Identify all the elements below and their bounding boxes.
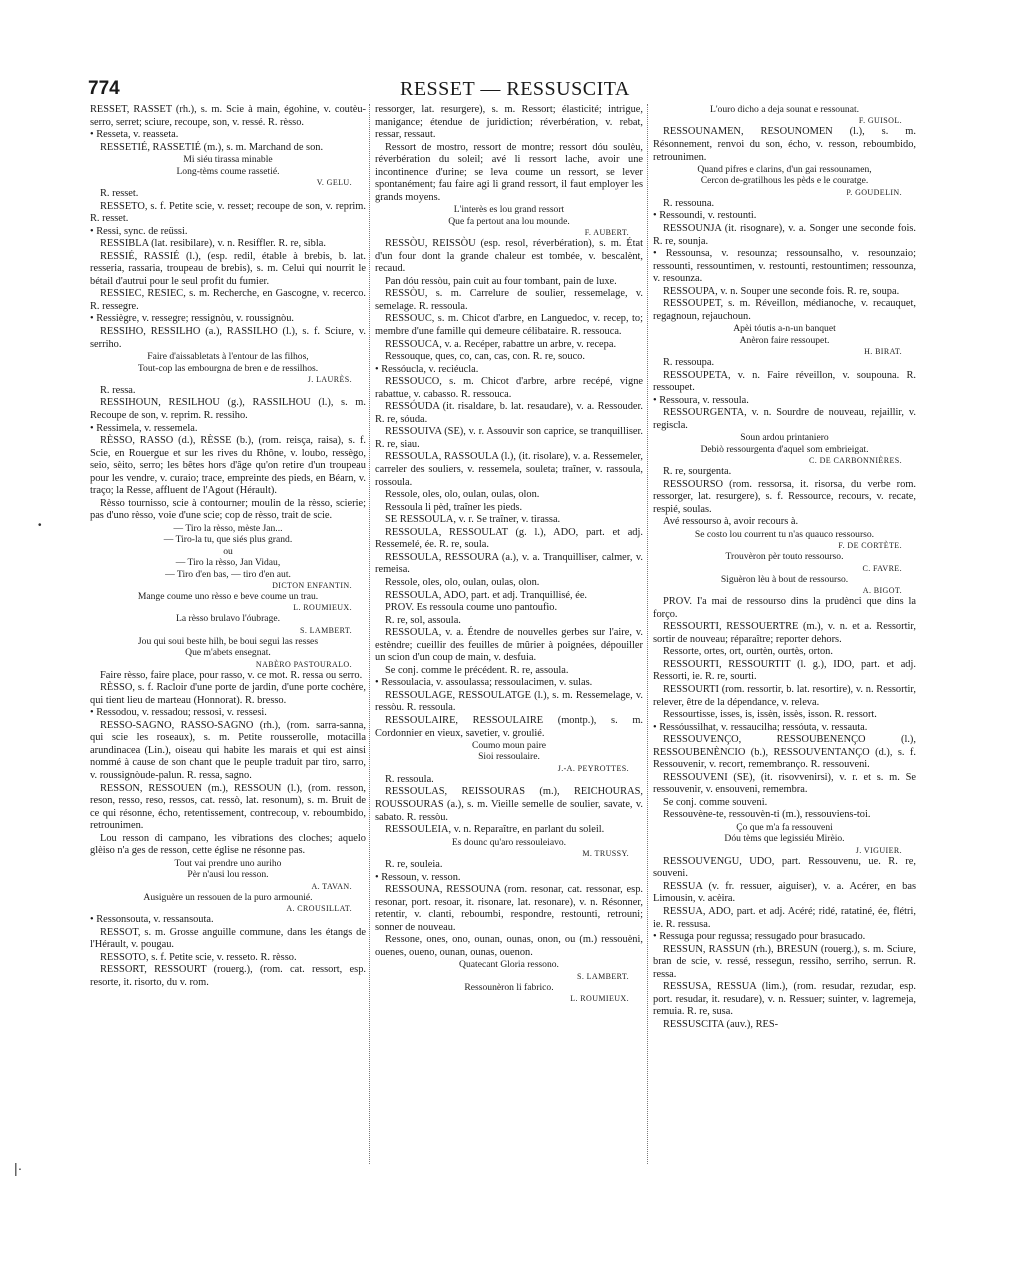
dictionary-entry: RÈSSO, s. f. Racloir d'une porte de jardin, d'une porte cochère, qui tient lieu de marteau (Honnorat). R. bresso. bbox=[90, 682, 366, 706]
dictionary-entry: R. ressouna. bbox=[663, 197, 715, 209]
quotation-line: Faire d'aissabletats à l'entour de las filhos, bbox=[147, 351, 309, 363]
quotation-line: ou bbox=[223, 545, 233, 557]
dictionary-entry: RESSOUVENGU, UDO, part. Ressouvenu, ue. R. re, souveni. bbox=[653, 855, 916, 880]
dictionary-entry: RESSOUIVA (SE), v. r. Assouvir son caprice, se tranquilliser. R. re, siau. bbox=[375, 426, 643, 450]
text-column-left bbox=[90, 104, 366, 989]
quotation-author: F. GUISOL. bbox=[858, 116, 902, 126]
quotation-author: H. BIRAT. bbox=[864, 347, 902, 357]
dictionary-entry: RESSOULA, ADO, part. et adj. Tranquillisé, ée. bbox=[385, 589, 588, 601]
quotation-line: Coumo moun paire bbox=[471, 740, 547, 752]
quotation-line: Cercon de-gratilhous les pèds e le couratge. bbox=[700, 175, 869, 187]
dictionary-entry: • Ressoun, v. resson. bbox=[375, 871, 461, 883]
quotation-line: Se costo lou courrent tu n'as quauco ressourso. bbox=[694, 528, 875, 540]
quotation-line: Tout-cop las embourgna de bren e de ressilhos. bbox=[137, 362, 319, 374]
quotation-line: L'interès es lou grand ressort bbox=[453, 204, 565, 216]
dictionary-entry: RESSOUVENÇO, RESSOUBENENÇO (l.), RESSOUBENÈNCIO (b.), RESSOUVENTANÇO (d.), s. f. Ressouvenir, v. recort, remembranço. R. ressouveni. bbox=[653, 734, 916, 771]
dictionary-entry: RESSIBLA (lat. resibilare), v. n. Resiffler. R. re, sibla. bbox=[100, 238, 326, 250]
dictionary-entry: RESSÒU, REISSÒU (esp. resol, réverbération), s. m. État d'un four dont la grande chaleur est tombée, v. bescalènt, recaud. bbox=[375, 238, 643, 275]
dictionary-entry: • Ressonsouta, v. ressansouta. bbox=[90, 914, 214, 926]
dictionary-entry: R. ressoupa. bbox=[663, 357, 715, 369]
page-number: 774 bbox=[88, 78, 120, 99]
dictionary-entry: Ressole, oles, olo, oulan, oulas, olon. bbox=[385, 489, 540, 501]
dictionary-entry: RESSIÉ, RASSIÉ (l.), (esp. redil, étable à brebis, b. lat. resseria, rassaria, troupeau de brebis), s. m. Celui qui nourrit le bétail d'autrui pour le seul profit du fumier. bbox=[90, 250, 366, 287]
dictionary-entry: • Ressóucla, v. reciéucla. bbox=[375, 363, 479, 375]
dictionary-entry: • Ressounsa, v. resounza; ressounsalho, v. resounzaio; ressounti, ressountimen, v. restounti, restountimen; ressounza, v. resounza. bbox=[653, 248, 916, 285]
quotation-line: Dóu tèms que legissiéu Mirèio. bbox=[724, 833, 845, 845]
margin-mark: |· bbox=[14, 1160, 23, 1176]
dictionary-entry: RESSOUVENI (SE), (it. risovvenirsi), v. r. et s. m. Se ressouvenir, v. ensouveni, remembra. bbox=[653, 771, 916, 796]
quotation-line: Long-tèms coume rassetié. bbox=[176, 165, 280, 177]
quotation-author: A. TAVAN. bbox=[311, 881, 352, 891]
quotation-author: S. LAMBERT. bbox=[577, 971, 629, 981]
dictionary-entry: RESSUA (v. fr. ressuer, aiguiser), v. a. Acérer, en bas Limousin, v. acèira. bbox=[653, 880, 916, 905]
dictionary-entry: • Ressuga pour regussa; ressugado pour brasucado. bbox=[653, 931, 866, 943]
quotation-line: Tout vai prendre uno auriho bbox=[174, 857, 282, 869]
dictionary-entry: ressorger, lat. resurgere), s. m. Ressort; élasticité; intrigue, manigance; étendue de juridiction; réverbération, v. rebat, ressar, ressaut. bbox=[375, 104, 643, 141]
dictionary-entry: RESSOULAGE, RESSOULATGE (l.), s. m. Ressemelage, v. ressòu. R. ressoula. bbox=[375, 689, 643, 714]
dictionary-entry: RESSON, RESSOUEN (m.), RESSOUN (l.), (rom. resson, reson, resso, reso, ressos, cat. ressò, lat. resonum), s. m. Bruit de ce qui résonne, écho, retentissement, contrecoup, v. reboumbido, retrounimen. bbox=[90, 782, 366, 832]
dictionary-entry: R. re, sol, assoula. bbox=[385, 614, 461, 626]
dictionary-entry: RESSIHOUN, RESILHOU (g.), RASSILHOU (l.), s. m. Recoupe de son, v. reprim. R. ressiho. bbox=[90, 397, 366, 422]
quotation-line: Mange coume uno rèsso e beve coume un trau. bbox=[137, 590, 319, 602]
quotation-line: Ausiguère un ressouen de la puro armounié. bbox=[143, 891, 313, 903]
dictionary-entry: R. resset. bbox=[100, 188, 139, 199]
quotation-line: Apèi tóutis a-n-un banquet bbox=[733, 323, 836, 335]
dictionary-entry: Pan dóu ressòu, pain cuit au four tombant, pain de luxe. bbox=[385, 275, 617, 287]
dictionary-entry: Se conj. comme souveni. bbox=[663, 796, 768, 808]
dictionary-entry: Se conj. comme le précédent. R. re, assoula. bbox=[385, 664, 569, 676]
dictionary-entry: R. ressoula. bbox=[385, 773, 434, 785]
quotation-line: Es dounc qu'aro ressouleiavo. bbox=[451, 836, 567, 848]
quotation-line: Quatecant Gloria ressono. bbox=[459, 959, 559, 971]
dictionary-entry: RESSORT, RESSOURT (rouerg.), (rom. cat. ressort, esp. resorte, it. risorto, du v. rom. bbox=[90, 964, 366, 988]
dictionary-entry: RESSOULA, RASSOULA (l.), (it. risolare), v. a. Ressemeler, carreler des souliers, v. ressemela, souleta; traîner, v. rassoula, rossoula. bbox=[375, 451, 643, 488]
quotation-author: DICTON ENFANTIN. bbox=[272, 580, 352, 590]
dictionary-entry: RESSOUCO, s. m. Chicot d'arbre, arbre recépé, vigne rabattue, v. cabasso. R. ressouca. bbox=[375, 376, 643, 400]
quotation-line: Sioi ressoulaire. bbox=[478, 751, 540, 763]
dictionary-entry: • Resseta, v. reasseta. bbox=[90, 129, 179, 141]
dictionary-entry: RESSOUPETA, v. n. Faire réveillon, v. soupouna. R. ressoupet. bbox=[653, 369, 916, 394]
dictionary-entry: Ressone, ones, ono, ounan, ounas, onon, ou (m.) ressouèni, ouenes, oueno, ounan, ounas, ouenon. bbox=[375, 934, 643, 958]
column-divider bbox=[647, 104, 649, 1164]
margin-dot: • bbox=[38, 520, 42, 531]
dictionary-entry: RESSOUPA, v. n. Souper une seconde fois. R. re, soupa. bbox=[663, 285, 900, 297]
dictionary-entry: RESSIEC, RESIEC, s. m. Recherche, en Gascogne, v. recerco. R. ressegre. bbox=[90, 288, 366, 312]
quotation-author: L. ROUMIEUX. bbox=[570, 994, 629, 1004]
dictionary-entry: PROV. I'a mai de ressourso dins la prudènci que dins la forço. bbox=[653, 596, 916, 620]
dictionary-entry: • Ressiègre, v. ressegre; ressignòu, v. roussignòu. bbox=[90, 313, 295, 325]
dictionary-entry: • Ressoulacia, v. assoulassa; ressoulacimen, v. sulas. bbox=[375, 677, 593, 689]
quotation-author: V. GELU. bbox=[316, 178, 352, 187]
dictionary-entry: • Ressimela, v. ressemela. bbox=[90, 422, 198, 434]
quotation-author: J. VIGUIER. bbox=[855, 845, 902, 855]
quotation-line: Mi siéu tirassa minable bbox=[183, 154, 273, 166]
dictionary-entry: RESSUSCITA (auv.), RES- bbox=[663, 1018, 779, 1030]
dictionary-entry: RESSOT, s. m. Grosse anguille commune, dans les étangs de l'Hérault, v. pougau. bbox=[90, 926, 366, 951]
dictionary-entry: • Ressi, sync. de reüssi. bbox=[90, 225, 188, 237]
quotation-line: Pèr n'ausi lou resson. bbox=[187, 869, 269, 881]
running-header: RESSET — RESSUSCITA bbox=[400, 78, 630, 100]
dictionary-entry: RESSOURTI, RESSOURTIT (l. g.), IDO, part. et adj. Ressorti, ie. R. re, sourti. bbox=[653, 658, 916, 683]
dictionary-entry: PROV. Es ressoula coume uno pantoufio. bbox=[385, 602, 558, 614]
dictionary-entry: RESSOURSO (rom. ressorsa, it. risorsa, du verbe rom. ressorger, lat. resurgere), s. f. Ressource, recours, v. recate, respié, soulas. bbox=[653, 478, 916, 515]
quotation-author: C. FAVRE. bbox=[862, 563, 902, 573]
quotation-author: M. TRUSSY. bbox=[582, 849, 629, 859]
dictionary-entry: RESSOUNA, RESSOUNA (rom. resonar, cat. ressonar, esp. resonar, port. resoar, it. risonare, lat. resonare), v. n. Résonner, retentir, v. clanti, reboumbi, respondre, restounti, retrouni; sonner de nouveau. bbox=[375, 884, 643, 933]
dictionary-entry: RESSETIÉ, RASSETIÉ (m.), s. m. Marchand de son. bbox=[100, 141, 324, 153]
quotation-line: Que fa pertout ana lou mounde. bbox=[448, 215, 570, 227]
dictionary-entry: RESSUSA, RESSUA (lim.), (rom. resudar, rezudar, esp. port. resudar, it. resudare), v. n. Ressuer; suinter, v. lagremeja, remuia. R. re, susa. bbox=[653, 981, 916, 1018]
dictionary-entry: RESSOULA, RESSOULAT (g. l.), ADO, part. et adj. Ressemelé, ée. R. re, soula. bbox=[375, 526, 643, 551]
quotation-line: Ço que m'a fa ressouveni bbox=[736, 822, 833, 834]
dictionary-entry: RESSET, RASSET (rh.), s. m. Scie à main, égohine, v. coutèu-serro, serret; sciure, recoupe, son, v. ressé. R. rèsso. bbox=[90, 104, 366, 128]
dictionary-entry: RESSOULAS, REISSOURAS (m.), REICHOURAS, ROUSSOURAS (a.), s. m. Vieille semelle de soulier, savate, v. sabato. R. ressòu. bbox=[375, 786, 643, 823]
quotation-line: — Tiro la rèsso, mèste Jan... bbox=[173, 522, 283, 534]
dictionary-entry: RESSO-SAGNO, RASSO-SAGNO (rh.), (rom. sarra-sanna, qui scie les roseaux), s. m. Petite rousserolle, motacilla arundinacea (Lin.), oiseau qui habite les marais et qui est ainsi nommé à cause de son chant que le peuple traduit par tiro, sarro, v. roussignòude-palun. R. ressa, sagno. bbox=[90, 719, 366, 781]
quotation-author: F. AUBERT. bbox=[584, 228, 629, 238]
column-divider bbox=[369, 104, 371, 1164]
quotation-line: — Tiro la rèsso, Jan Vidau, bbox=[175, 557, 281, 569]
quotation-line: La rèsso brulavo l'óubrage. bbox=[175, 613, 281, 625]
dictionary-entry: RESSÒU, s. m. Carrelure de soulier, ressemelage, v. semelage. R. ressoula. bbox=[375, 288, 643, 312]
quotation-line: Anèron faire ressoupet. bbox=[739, 334, 830, 346]
quotation-author: J. LAURÈS. bbox=[307, 374, 352, 384]
dictionary-entry: SE RESSOULA, v. r. Se traîner, v. tirassa. bbox=[385, 514, 561, 526]
dictionary-entry: RESSUN, RASSUN (rh.), BRESUN (rouerg.), s. m. Sciure, bran de scie, v. ressé, ressegun, ressiho, serriho, serrun. R. ressa. bbox=[653, 943, 916, 980]
quotation-author: A. BIGOT. bbox=[862, 586, 902, 596]
dictionary-entry: RESSOUCA, v. a. Recéper, rabattre un arbre, v. recepa. bbox=[385, 338, 617, 350]
dictionary-entry: RESSUA, ADO, part. et adj. Acéré; ridé, ratatiné, ée, flétri, ie. R. ressusa. bbox=[653, 906, 916, 930]
dictionary-entry: Ressorte, ortes, ort, ourtèn, ourtès, orton. bbox=[663, 646, 833, 658]
dictionary-entry: R. re, souleia. bbox=[385, 859, 443, 871]
dictionary-entry: Ressoula li pèd, traîner les pieds. bbox=[385, 501, 523, 513]
quotation-author: F. DE CORTÈTE. bbox=[838, 541, 902, 551]
quotation-line: Trouvèron pèr touto ressourso. bbox=[725, 551, 844, 563]
dictionary-entry: Avé ressourso à, avoir recours à. bbox=[663, 516, 799, 528]
quotation-line: L'ouro dicho a deja sounat e ressounat. bbox=[709, 104, 860, 115]
text-column-middle bbox=[375, 104, 643, 1004]
dictionary-entry: RESSOULAIRE, RESSOULAIRE (montp.), s. m. Cordonnier en vieux, savetier, v. groulié. bbox=[375, 714, 643, 739]
dictionary-entry: • Ressodou, v. ressadou; ressosi, v. ressesi. bbox=[90, 707, 267, 719]
dictionary-entry: • Ressoura, v. ressoula. bbox=[653, 394, 749, 406]
dictionary-entry: RESSOUNJA (it. risognare), v. a. Songer une seconde fois. R. re, sounja. bbox=[653, 222, 916, 247]
dictionary-entry: RESSOUC, s. m. Chicot d'arbre, en Languedoc, v. recep, to; membre d'une famille qui demeure célibataire. R. ressouca. bbox=[375, 313, 643, 338]
quotation-author: NABÈRO PASTOURALO. bbox=[255, 659, 352, 669]
dictionary-entry: RESSOULA, RESSOURA (a.), v. a. Tranquilliser, calmer, v. remeisa. bbox=[375, 551, 643, 576]
quotation-line: Que m'abets ensegnat. bbox=[185, 647, 271, 659]
dictionary-entry: RESSETO, s. f. Petite scie, v. resset; recoupe de son, v. reprim. R. resset. bbox=[90, 200, 366, 225]
quotation-line: Siguèron lèu à bout de ressourso. bbox=[720, 573, 849, 585]
dictionary-entry: • Ressoundi, v. restounti. bbox=[653, 210, 757, 222]
quotation-author: J.-A. PEYROTTES. bbox=[557, 763, 629, 773]
quotation-author: A. CROUSILLAT. bbox=[286, 904, 352, 914]
dictionary-entry: RESSOURTI, RESSOUERTRE (m.), v. n. et a. Ressortir, sortir de nouveau; réparaître; reporter dehors. bbox=[653, 621, 916, 645]
dictionary-entry: Faire rèsso, faire place, pour rasso, v. ce mot. R. ressa ou serro. bbox=[100, 669, 363, 681]
dictionary-entry: RESSOTO, s. f. Petite scie, v. resseto. R. rèsso. bbox=[100, 951, 297, 963]
quotation-author: C. DE CARBONNIÈRES. bbox=[809, 456, 902, 466]
quotation-line: Soun ardou printaniero bbox=[740, 432, 829, 444]
dictionary-entry: RESSOULEIA, v. n. Reparaître, en parlant du soleil. bbox=[385, 824, 605, 836]
dictionary-entry: RESSOURTI (rom. ressortir, b. lat. resortire), v. n. Ressortir, relever, être de la dépendance, v. releva. bbox=[653, 684, 916, 708]
quotation-line: — Tiro d'en bas, — tiro d'en aut. bbox=[165, 568, 291, 580]
dictionary-entry: Ressole, oles, olo, oulan, oulas, olon. bbox=[385, 576, 540, 588]
quotation-line: Jou qui soui beste hilh, be boui segui las resses bbox=[137, 635, 319, 647]
dictionary-entry: RESSOUNAMEN, RESOUNOMEN (l.), s. m. Résonnement, renvoi du son, écho, v. resson, reboumbido, retrounimen. bbox=[653, 126, 916, 163]
dictionary-entry: RESSIHO, RESSILHO (a.), RASSILHO (l.), s. f. Sciure, v. serriho. bbox=[90, 326, 366, 350]
quotation-line: Debiò ressourgenta d'aquel som embrieigat. bbox=[700, 443, 869, 455]
dictionary-entry: Ressourtisse, isses, is, issèn, issès, isson. R. ressort. bbox=[663, 709, 877, 721]
dictionary-entry: RESSOULA, v. a. Étendre de nouvelles gerbes sur l'aire, v. estèndre; cueillir des feuilles de mûrier à poignées, dépouiller un scion d'un coup de main, v. desfuia. bbox=[375, 627, 643, 664]
quotation-author: S. LAMBERT. bbox=[300, 625, 352, 635]
dictionary-entry: RESSÓUDA (it. risaldare, b. lat. resaudare), v. a. Ressouder. R. re, sóuda. bbox=[375, 401, 643, 425]
dictionary-entry: Rèsso tournisso, scie à contourner; moulin de la rèsso, scierie; pas d'uno rèsso, voie d'une scie; cop de rèsso, trait de scie. bbox=[90, 497, 366, 522]
dictionary-entry: RÈSSO, RASSO (d.), RÈSSE (b.), (rom. reisça, raisa), s. f. Scie, en Rouergue et sur les rives du Rhône, v. loubo, ressègo, seio, sèito, serro; les bêtes hors d'âge qu'on retire d'un troupeau pour les vendre, v. curaio; trace, empreinte des pieds, en Béarn, v. traço; la Resse, affluent de l'Agout (Hérault). bbox=[90, 435, 366, 497]
dictionary-entry: Ressouque, ques, co, can, cas, con. R. re, souco. bbox=[385, 351, 585, 363]
dictionary-entry: • Ressóussilhat, v. ressaucilha; ressóuta, v. ressauta. bbox=[653, 721, 868, 733]
dictionary-entry: RESSOURGENTA, v. n. Sourdre de nouveau, rejaillir, v. regiscla. bbox=[653, 407, 916, 431]
text-column-right bbox=[653, 104, 916, 1032]
dictionary-entry: R. ressa. bbox=[100, 384, 136, 396]
dictionary-entry: Lou resson di campano, les vibrations des cloches; aquelo glèiso n'a ges de resson, cette église ne résonne pas. bbox=[90, 832, 366, 857]
dictionary-entry: Ressort de mostro, ressort de montre; ressort dóu soulèu, réverbération du soleil; avé li ressort lache, avoir une incontinence d'urine; se leva coume un ressort, se lever spontanément; fau faire agi li grand ressort, il faut employer les grands moyens. bbox=[375, 141, 643, 203]
quotation-author: P. GOUDELIN. bbox=[846, 187, 902, 197]
quotation-line: — Tiro-la tu, que siés plus grand. bbox=[163, 534, 293, 546]
quotation-line: Ressounèron li fabrico. bbox=[464, 981, 554, 993]
quotation-line: Quand pifres e clarins, d'un gai ressounamen, bbox=[697, 164, 872, 176]
dictionary-entry: Ressouvène-te, ressouvèn-ti (m.), ressouviens-toi. bbox=[663, 809, 871, 821]
quotation-author: L. ROUMIEUX. bbox=[293, 603, 352, 613]
dictionary-entry: R. re, sourgenta. bbox=[663, 466, 732, 478]
dictionary-entry: RESSOUPET, s. m. Réveillon, médianoche, v. recauquet, regagnoun, rejauchoun. bbox=[653, 298, 916, 322]
